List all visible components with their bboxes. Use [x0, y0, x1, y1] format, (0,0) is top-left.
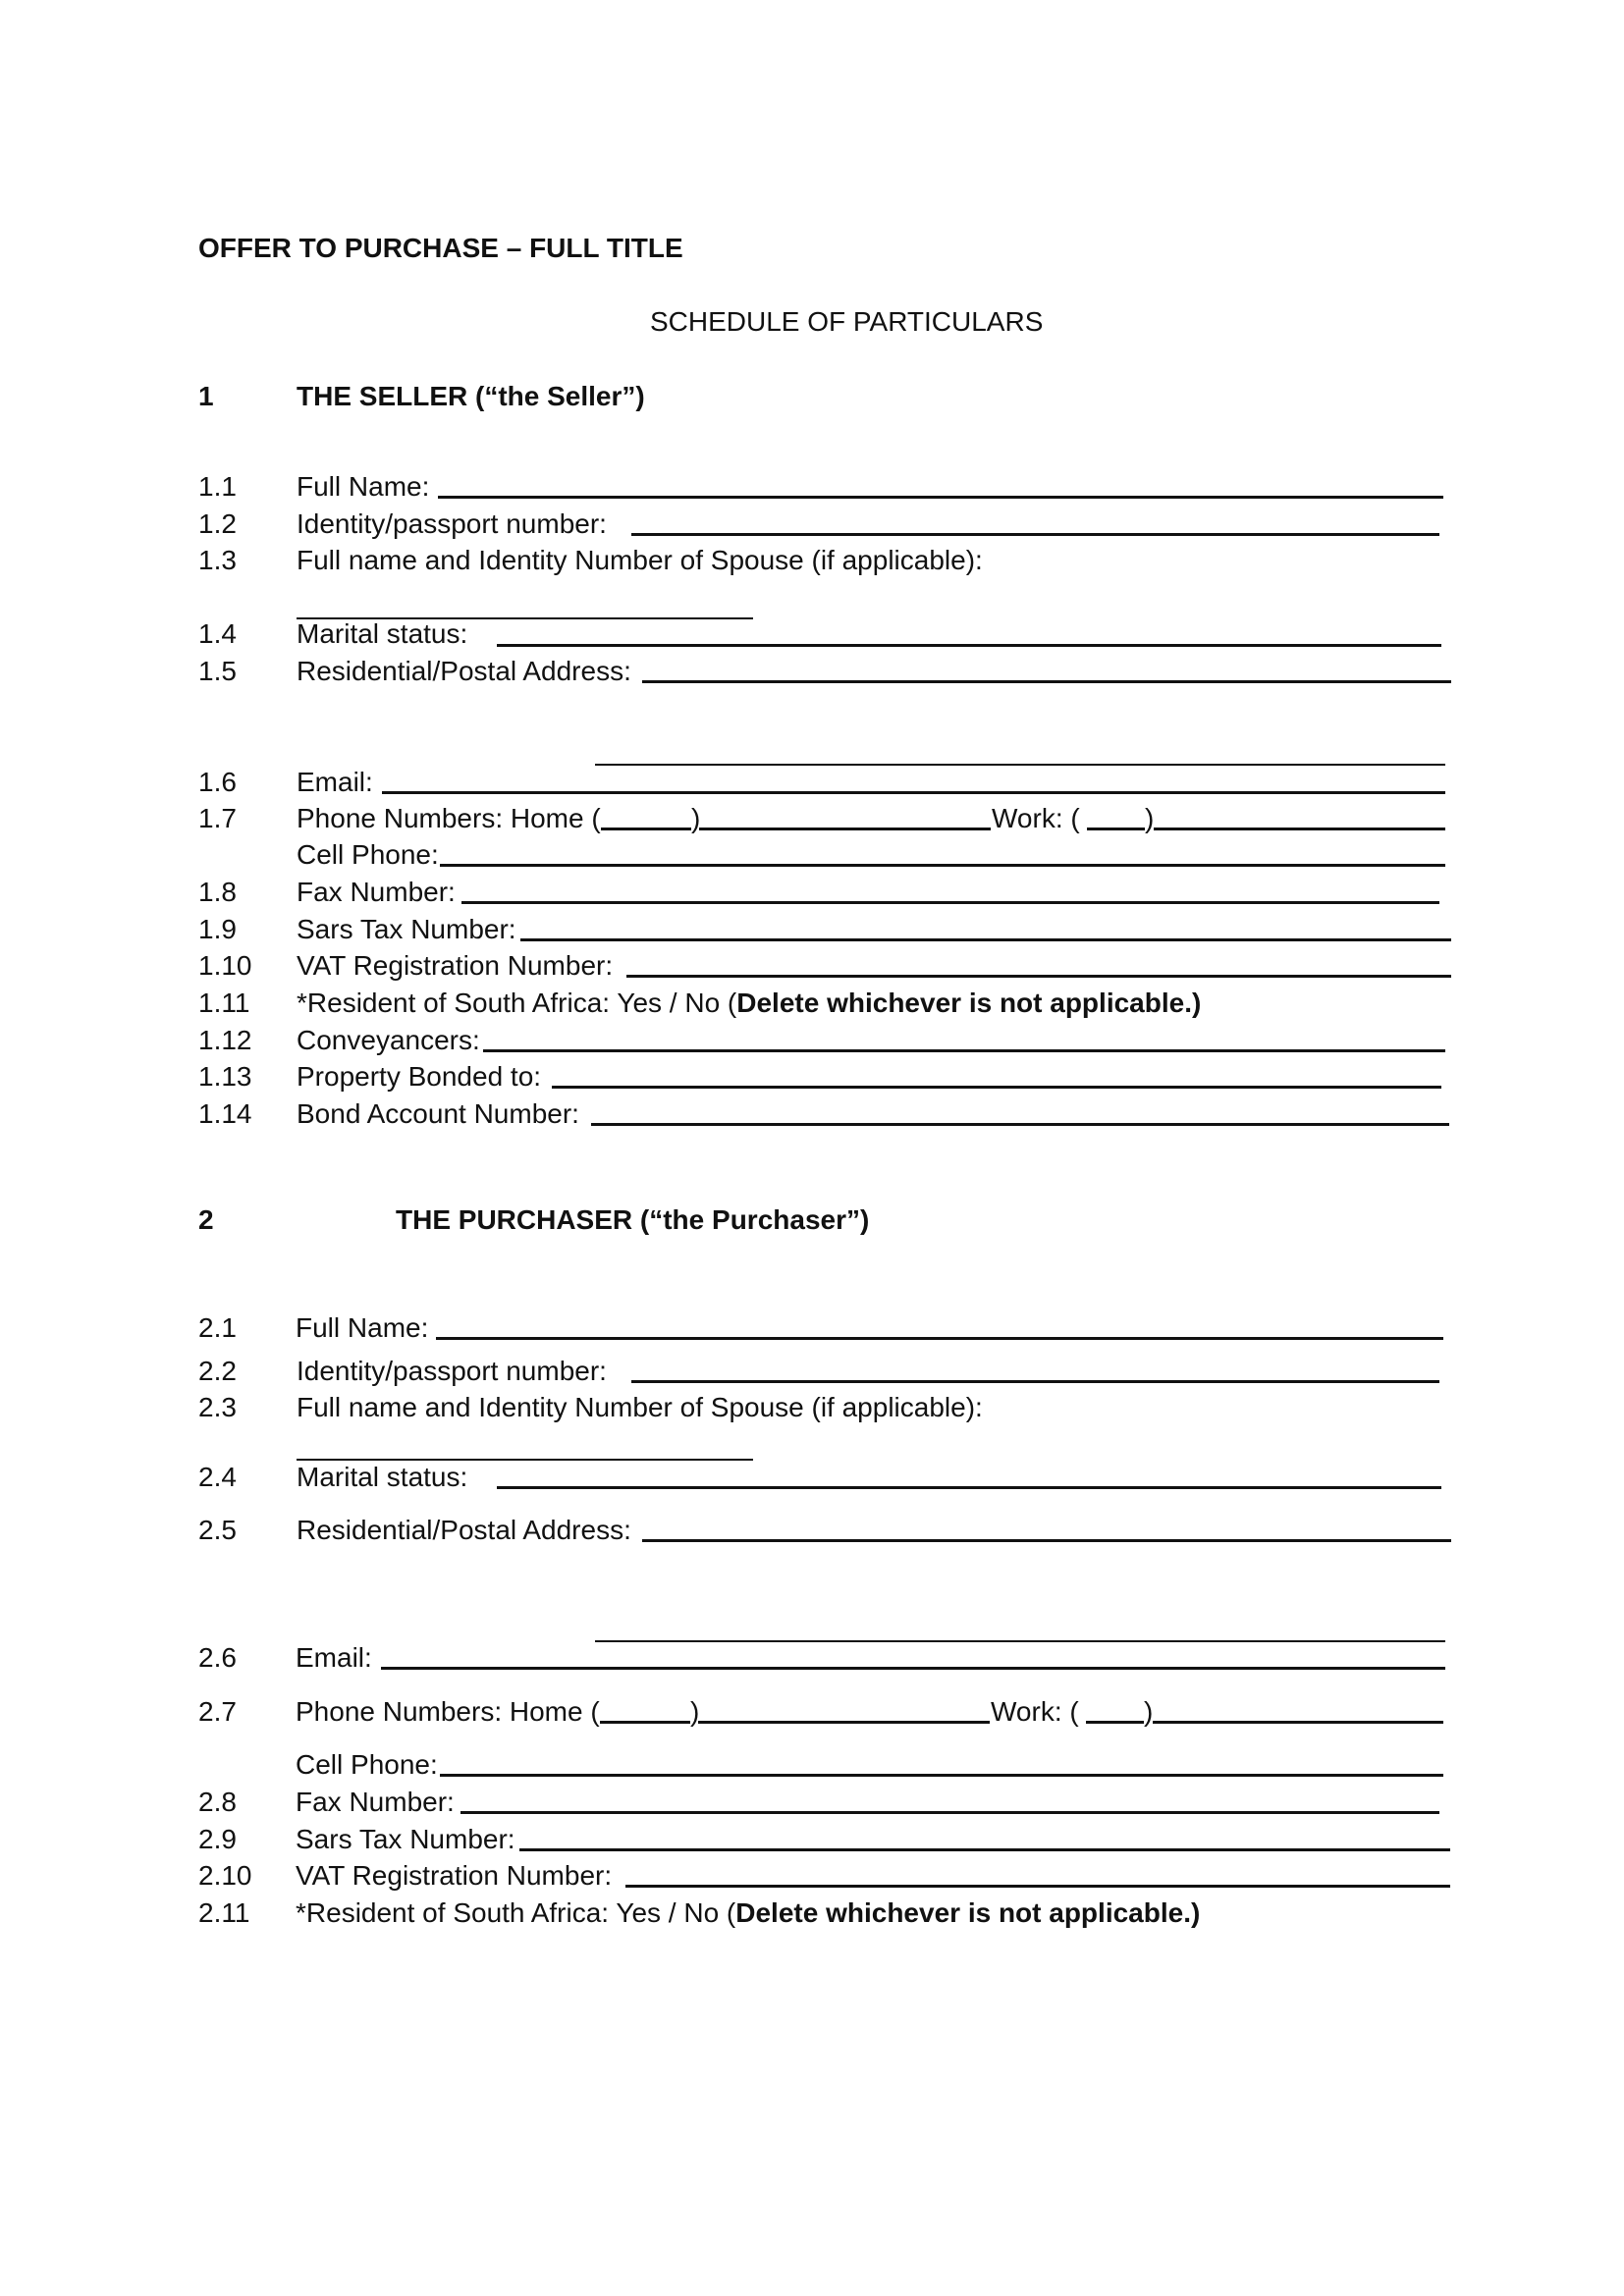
- seller-item-number: 1.13: [198, 1061, 252, 1092]
- seller-vat-field[interactable]: [626, 975, 1451, 978]
- purchaser-marital-status-label: Marital status:: [297, 1462, 468, 1492]
- purchaser-cell-field[interactable]: [440, 1774, 1443, 1777]
- purchaser-phone-label: Phone Numbers: Home (: [296, 1696, 600, 1727]
- purchaser-item-number: 2.7: [198, 1696, 237, 1727]
- purchaser-section-heading: THE PURCHASER (“the Purchaser”): [396, 1204, 870, 1235]
- seller-work-phone-field[interactable]: [1154, 828, 1445, 830]
- purchaser-address-field-line2[interactable]: [595, 1640, 1445, 1642]
- seller-spouse-label: Full name and Identity Number of Spouse (if applicable):: [297, 545, 983, 575]
- seller-residency-note: Delete whichever is not applicable.): [736, 988, 1202, 1018]
- purchaser-home-area-code-field[interactable]: [600, 1721, 690, 1724]
- seller-home-area-code-field[interactable]: [601, 828, 691, 830]
- purchaser-work-paren: ): [1144, 1696, 1154, 1727]
- purchaser-fax-label: Fax Number:: [296, 1787, 455, 1817]
- seller-item-number: 1.7: [198, 803, 237, 833]
- purchaser-vat-field[interactable]: [625, 1885, 1450, 1888]
- seller-bond-label: Property Bonded to:: [297, 1061, 542, 1092]
- purchaser-item-number: 2.8: [198, 1787, 237, 1817]
- seller-marital-status-label: Marital status:: [297, 618, 468, 649]
- seller-cell-label: Cell Phone:: [297, 839, 439, 870]
- purchaser-address-field[interactable]: [642, 1539, 1451, 1542]
- purchaser-home-paren: ): [690, 1696, 700, 1727]
- purchaser-email-label: Email:: [296, 1642, 372, 1673]
- seller-cell-field[interactable]: [440, 864, 1445, 867]
- purchaser-full-name-field[interactable]: [436, 1337, 1443, 1340]
- seller-id-field[interactable]: [631, 533, 1439, 536]
- seller-item-number: 1.12: [198, 1025, 252, 1055]
- purchaser-address-label: Residential/Postal Address:: [297, 1515, 631, 1545]
- seller-fax-label: Fax Number:: [297, 877, 456, 907]
- seller-work-area-code-field[interactable]: [1087, 828, 1145, 830]
- seller-vat-label: VAT Registration Number:: [297, 950, 614, 981]
- purchaser-item-number: 2.6: [198, 1642, 237, 1673]
- purchaser-tax-label: Sars Tax Number:: [296, 1824, 515, 1854]
- purchaser-residency-line: [296, 1899, 1200, 1927]
- purchaser-full-name-label: Full Name:: [296, 1312, 429, 1343]
- seller-item-number: 1.5: [198, 656, 237, 686]
- document-subtitle: SCHEDULE OF PARTICULARS: [650, 306, 1044, 337]
- seller-address-field-line2[interactable]: [595, 764, 1445, 766]
- seller-item-number: 1.10: [198, 950, 252, 981]
- seller-address-label: Residential/Postal Address:: [297, 656, 631, 686]
- seller-bond-account-label: Bond Account Number:: [297, 1098, 579, 1129]
- purchaser-item-number: 2.11: [198, 1897, 250, 1928]
- seller-item-number: 1.4: [198, 618, 237, 649]
- seller-residency-line: [297, 989, 1201, 1017]
- purchaser-item-number: 2.3: [198, 1392, 237, 1422]
- purchaser-work-phone-field[interactable]: [1153, 1721, 1443, 1724]
- seller-item-number: 1.6: [198, 767, 237, 797]
- document-title: OFFER TO PURCHASE – FULL TITLE: [198, 233, 683, 263]
- purchaser-work-label: Work: (: [991, 1696, 1079, 1727]
- seller-item-number: 1.9: [198, 914, 237, 944]
- purchaser-item-number: 2.5: [198, 1515, 237, 1545]
- seller-item-number: 1.3: [198, 545, 237, 575]
- seller-bond-field[interactable]: [552, 1086, 1441, 1089]
- seller-section-number: 1: [198, 381, 214, 411]
- seller-work-label: Work: (: [992, 803, 1080, 833]
- purchaser-work-area-code-field[interactable]: [1086, 1721, 1144, 1724]
- seller-id-label: Identity/passport number:: [297, 508, 607, 539]
- purchaser-marital-status-field[interactable]: [497, 1486, 1441, 1489]
- seller-work-paren: ): [1145, 803, 1155, 833]
- seller-email-label: Email:: [297, 767, 373, 797]
- purchaser-fax-field[interactable]: [460, 1811, 1439, 1814]
- purchaser-item-number: 2.2: [198, 1356, 237, 1386]
- purchaser-item-number: 2.10: [198, 1860, 252, 1891]
- seller-tax-label: Sars Tax Number:: [297, 914, 516, 944]
- seller-item-number: 1.11: [198, 988, 250, 1018]
- purchaser-spouse-field[interactable]: [297, 1459, 753, 1461]
- seller-residency-label: *Resident of South Africa: Yes / No (: [297, 988, 737, 1018]
- seller-marital-status-field[interactable]: [497, 644, 1441, 647]
- seller-section-heading: THE SELLER (“the Seller”): [297, 381, 645, 411]
- purchaser-cell-label: Cell Phone:: [296, 1749, 438, 1780]
- purchaser-item-number: 2.4: [198, 1462, 237, 1492]
- seller-bond-account-field[interactable]: [591, 1123, 1449, 1126]
- seller-item-number: 1.1: [198, 471, 237, 502]
- seller-item-number: 1.2: [198, 508, 237, 539]
- purchaser-tax-field[interactable]: [519, 1848, 1450, 1851]
- purchaser-email-field[interactable]: [381, 1667, 1445, 1670]
- seller-conveyancers-field[interactable]: [483, 1049, 1445, 1052]
- seller-full-name-field[interactable]: [438, 496, 1443, 499]
- purchaser-id-field[interactable]: [631, 1380, 1439, 1383]
- purchaser-item-number: 2.1: [198, 1312, 237, 1343]
- seller-phone-label: Phone Numbers: Home (: [297, 803, 601, 833]
- purchaser-id-label: Identity/passport number:: [297, 1356, 607, 1386]
- purchaser-residency-note: Delete whichever is not applicable.): [735, 1897, 1201, 1928]
- seller-home-paren: ): [691, 803, 701, 833]
- seller-email-field[interactable]: [382, 791, 1445, 794]
- seller-conveyancers-label: Conveyancers:: [297, 1025, 480, 1055]
- purchaser-section-number: 2: [198, 1204, 214, 1235]
- purchaser-home-phone-field[interactable]: [698, 1721, 990, 1724]
- purchaser-spouse-label: Full name and Identity Number of Spouse (if applicable):: [297, 1392, 983, 1422]
- seller-home-phone-field[interactable]: [699, 828, 991, 830]
- purchaser-residency-label: *Resident of South Africa: Yes / No (: [296, 1897, 736, 1928]
- seller-fax-field[interactable]: [461, 901, 1439, 904]
- purchaser-item-number: 2.9: [198, 1824, 237, 1854]
- seller-address-field[interactable]: [642, 680, 1451, 683]
- seller-full-name-label: Full Name:: [297, 471, 430, 502]
- seller-tax-field[interactable]: [520, 938, 1451, 941]
- seller-item-number: 1.8: [198, 877, 237, 907]
- purchaser-vat-label: VAT Registration Number:: [296, 1860, 613, 1891]
- seller-item-number: 1.14: [198, 1098, 252, 1129]
